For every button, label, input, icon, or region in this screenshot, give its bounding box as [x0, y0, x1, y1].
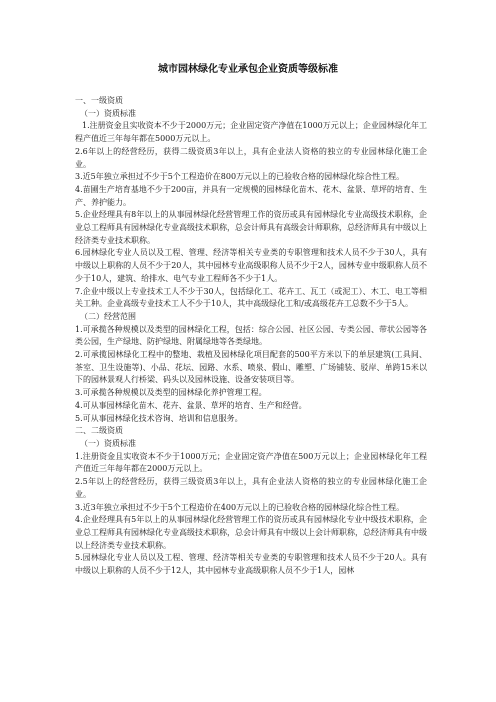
paragraph: 3.近5年独立承担过不少于5个工程造价在800万元以上的已验收合格的园林绿化综合性工程。 — [75, 172, 405, 182]
section-heading: 二、二级资质 — [75, 426, 123, 436]
subsection-heading: （一）资质标准 — [80, 108, 136, 118]
subsection-heading: （二）经营范围 — [80, 311, 136, 321]
paragraph: 1.注册资金且实收资本不少于1000万元；企业固定资产净值在500万元以上；企业园林绿化年工程产值近三年每年都在2000万元以上。 — [75, 451, 427, 474]
paragraph: 3.可承揽各种规模以及类型的园林绿化养护管理工程。 — [75, 388, 267, 398]
section-heading: 一、一级资质 — [75, 96, 123, 105]
document-title: 城市园林绿化专业承包企业资质等级标准 — [158, 64, 338, 75]
paragraph: 2.5年以上的经营经历，获得三级资质3年以上，具有企业法人资格的独立的专业园林绿化施工企业。 — [75, 477, 427, 499]
paragraph: 7.企业中级以上专业技术工人不少于30人，包括绿化工、花卉工、瓦工（或泥工）、木工、电工等相关工种。企业高级专业技术工人不少于10人，其中高级绿化工和/或高级花卉工总数不少于5人。 — [75, 286, 427, 309]
document-body — [75, 95, 427, 578]
paragraph: 5.园林绿化专业人员以及工程、管理、经济等相关专业类的专职管理和技术人员不少于20人。具有中级以上职称的人员不少于12人，其中园林专业高级职称人员不少于1人，园林 — [75, 553, 427, 576]
paragraph: 4.苗圃生产培育基地不少于200亩，并具有一定规模的园林绿化苗木、花木、盆景、草坪的培育、生产、养护能力。 — [75, 184, 427, 207]
subsection-heading: （一）资质标准 — [80, 438, 136, 448]
paragraph: 2.6年以上的经营经历，获得二级资质3年以上，具有企业法人资格的独立的专业园林绿化施工企业。 — [75, 146, 427, 169]
paragraph: 1.注册资金且实收资本不少于2000万元；企业固定资产净值在1000万元以上；企业园林绿化年工程产值近三年每年都在5000万元以上。 — [75, 121, 427, 144]
paragraph: 2.可承揽园林绿化工程中的整地、栽植及园林绿化项目配套的500平方米以下的单层建筑(工具间、茶室、卫生设施等)、小品、花坛、园路、水系、喷泉、假山、雕塑、广场铺装、驳岸、单跨15米以下的园林景观人行桥梁、码头以及园林设施、设备安装项目等。 — [75, 350, 427, 385]
paragraph: 4.可从事园林绿化苗木、花卉、盆景、草坪的培育、生产和经营。 — [75, 400, 307, 410]
paragraph: 5.企业经理具有8年以上的从事园林绿化经营管理工作的资历或具有园林绿化专业高级技术职称，企业总工程师具有园林绿化专业高级技术职称，总会计师具有高级会计师职称，总经济师具有中级以上经济类专业技术职称。 — [75, 210, 427, 245]
paragraph: 6.园林绿化专业人员以及工程、管理、经济等相关专业类的专职管理和技术人员不少于30人，具有中级以上职称的人员不少于20人，其中园林专业高级职称人员不少于2人，园林专业中级职称人员不少于10人，建筑、给排水、电气专业工程师各不少于1人。 — [75, 248, 427, 283]
paragraph: 3.近3年独立承担过不少于5个工程造价在400万元以上的已验收合格的园林绿化综合性工程。 — [75, 502, 405, 512]
paragraph: 4.企业经理具有5年以上的从事园林绿化经营管理工作的资历或具有园林绿化专业中级技术职称，企业总工程师具有园林绿化专业高级技术职称，总会计师具有中级以上会计师职称，总经济师具有中级以上经济类专业技术职称。 — [75, 515, 427, 550]
paragraph: 1.可承揽各种规模以及类型的园林绿化工程，包括：综合公园、社区公园、专类公园、带状公园等各类公园，生产绿地、防护绿地、附属绿地等各类绿地。 — [75, 324, 427, 347]
paragraph: 5.可从事园林绿化技术咨询、培训和信息服务。 — [75, 413, 243, 423]
